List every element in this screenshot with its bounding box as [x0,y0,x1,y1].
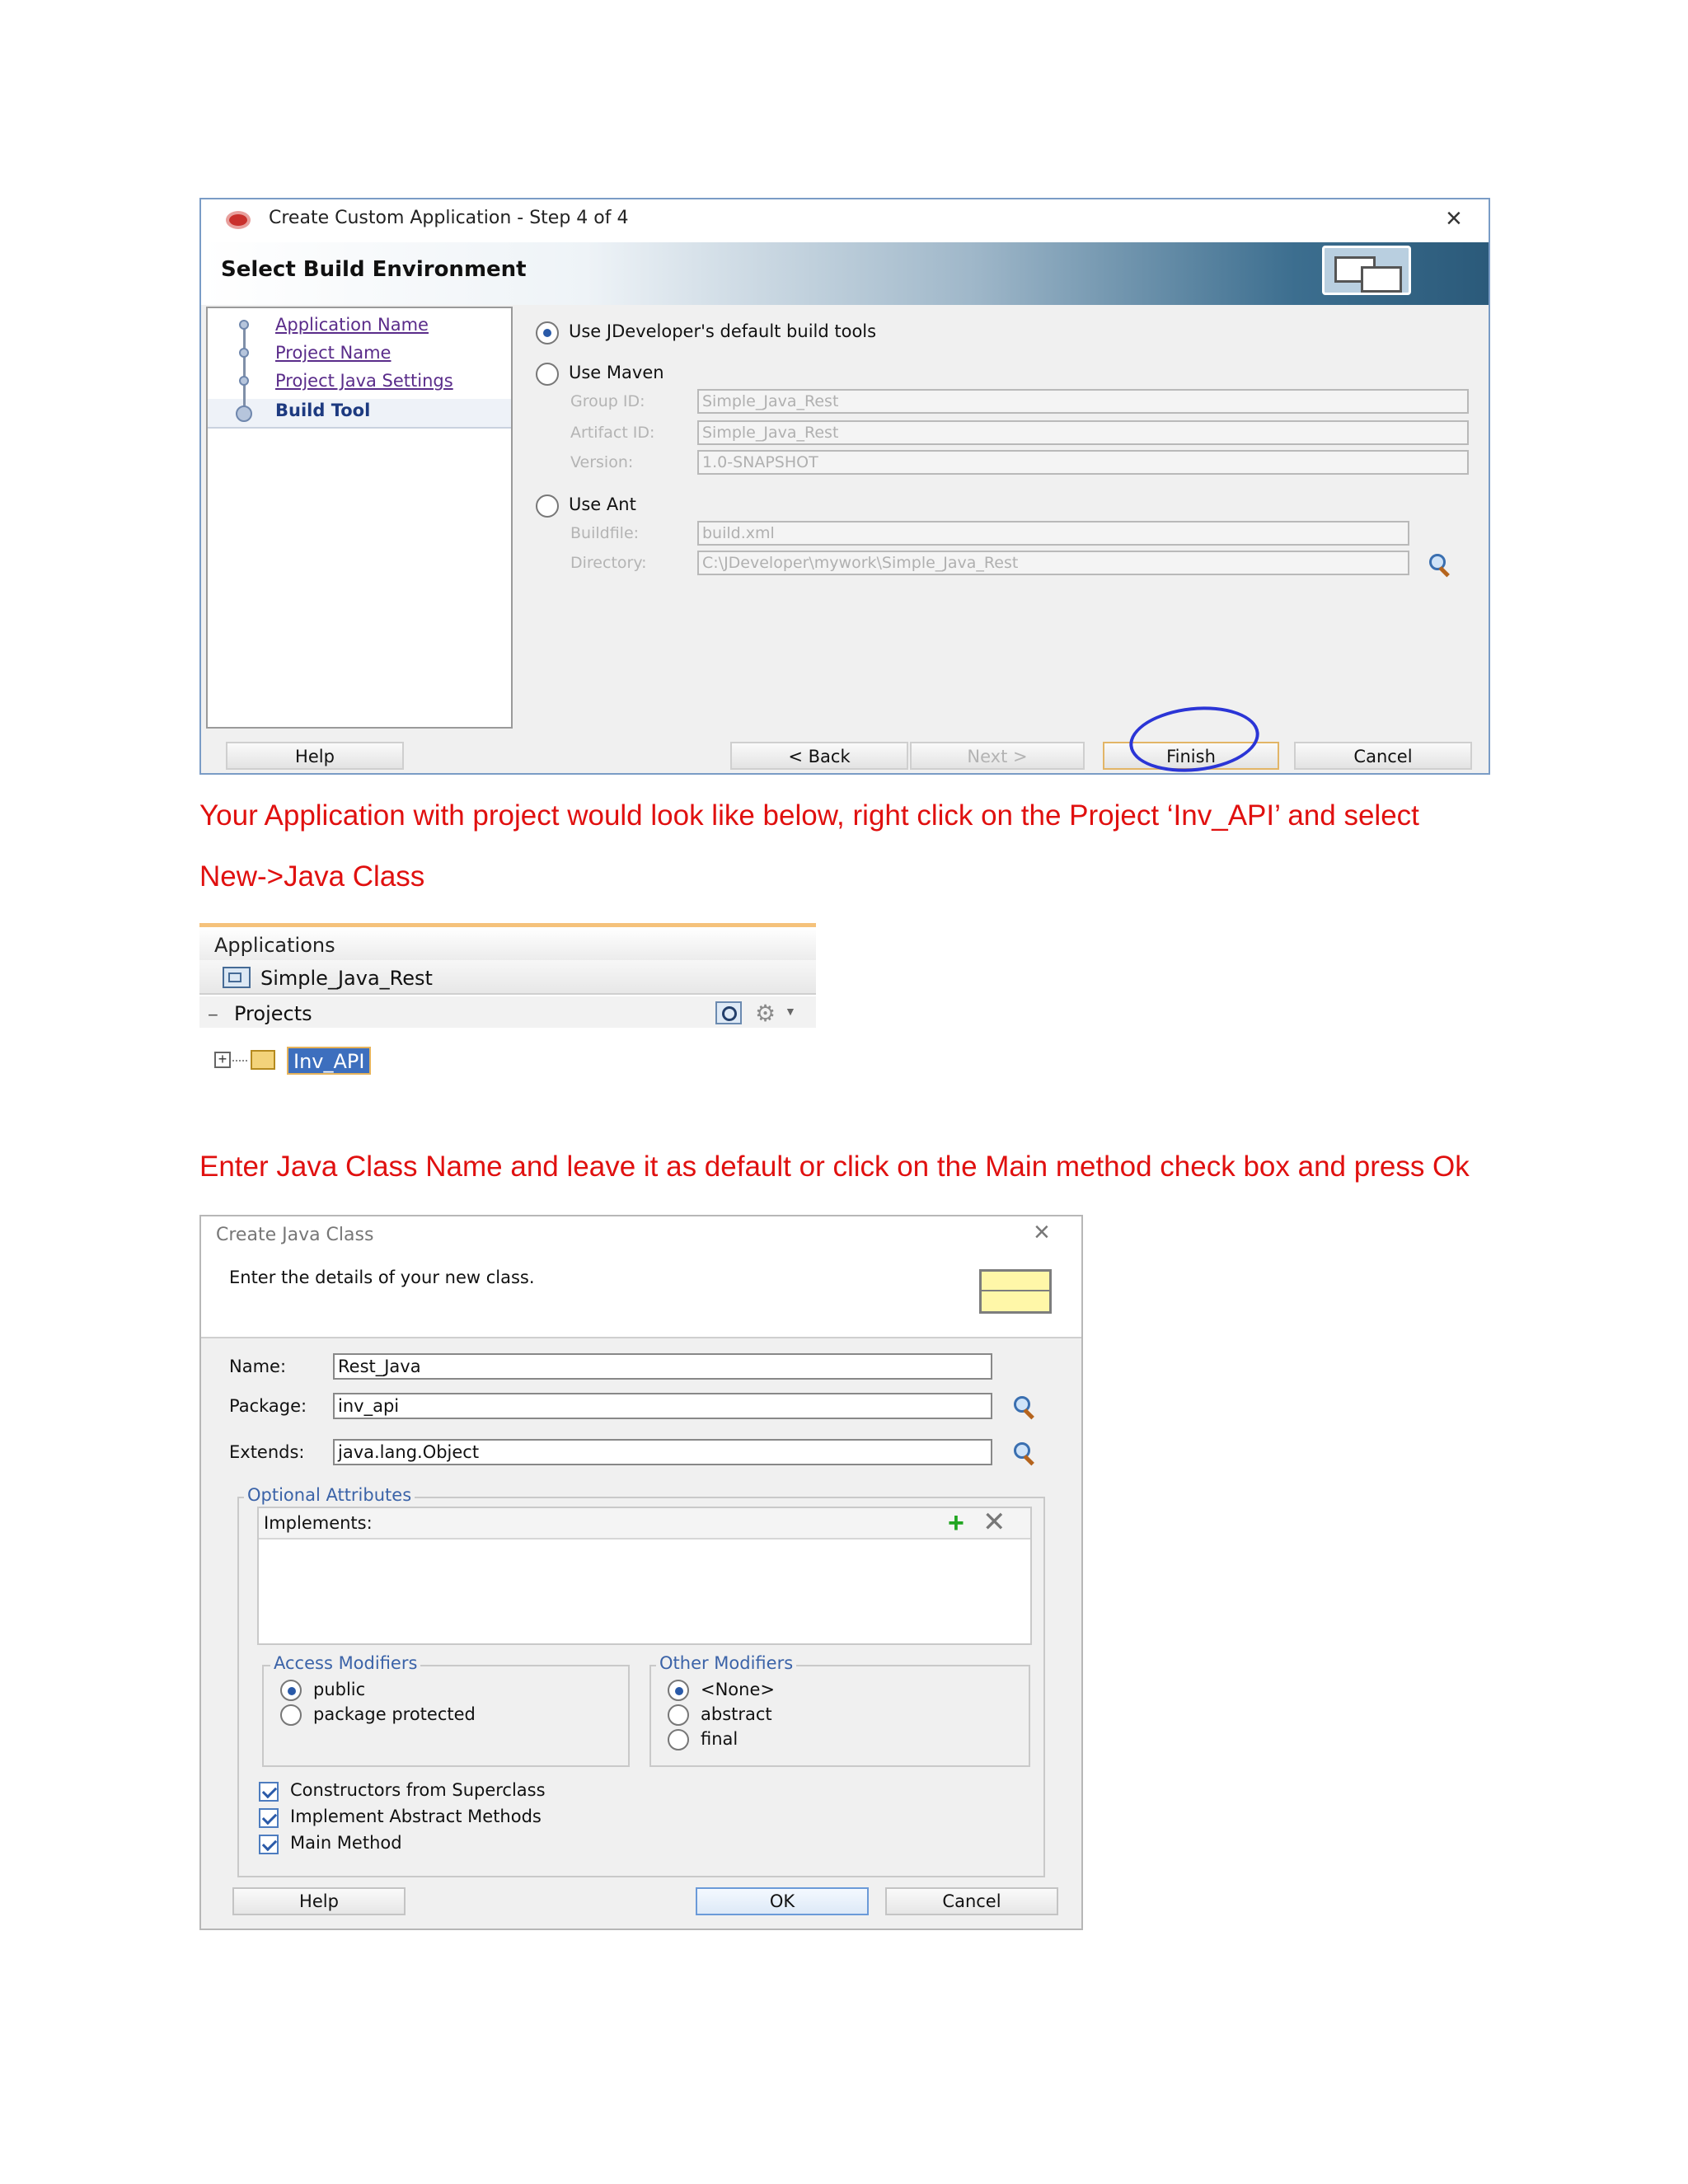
cancel-button[interactable]: Cancel [885,1887,1058,1915]
directory-field[interactable]: C:\JDeveloper\mywork\Simple_Java_Rest [697,551,1409,575]
project-inv-api[interactable]: Inv_API [287,1047,371,1075]
search-icon[interactable] [715,1001,742,1024]
jdeveloper-app-icon [226,211,251,229]
package-label: Package: [229,1396,307,1416]
optional-attributes-title: Optional Attributes [244,1485,415,1505]
remove-icon[interactable]: ✕ [982,1507,1006,1538]
buildfile-field[interactable]: build.xml [697,521,1409,546]
step-header: Select Build Environment [221,257,527,282]
nav-item-build-tool[interactable]: Build Tool [275,401,371,420]
nav-item-project-name[interactable]: Project Name [275,343,392,363]
class-name-input[interactable]: Rest_Java [333,1353,992,1380]
other-modifiers-title: Other Modifiers [656,1653,796,1673]
instruction-line-3: Enter Java Class Name and leave it as default or click on the Main method check box and press Ok [199,1151,1470,1183]
projects-section-header[interactable] [199,996,816,1028]
description-area [201,1253,1081,1338]
directory-label: Directory: [570,554,647,572]
version-label: Version: [570,453,634,471]
nav-item-project-java-settings[interactable]: Project Java Settings [275,371,453,391]
expand-icon[interactable]: + [214,1052,231,1068]
close-icon[interactable]: × [1446,203,1462,234]
artifact-id-label: Artifact ID: [570,424,655,442]
chevron-down-icon[interactable]: ▼ [785,1005,796,1018]
final-radio[interactable] [668,1729,689,1750]
tree-connector [232,1060,247,1062]
public-label: public [313,1680,366,1699]
buildfile-label: Buildfile: [570,524,640,542]
dialog-titlebar [201,199,1489,242]
dialog-description: Enter the details of your new class. [229,1268,535,1287]
access-modifiers-title: Access Modifiers [270,1653,420,1673]
projects-label: Projects [234,1002,312,1025]
applications-panel [199,923,816,1073]
package-input[interactable]: inv_api [333,1393,992,1419]
main-method-label: Main Method [290,1833,402,1853]
application-name: Simple_Java_Rest [260,967,433,990]
instruction-line-2: New->Java Class [199,860,425,893]
abstract-methods-label: Implement Abstract Methods [290,1807,542,1826]
default-build-tools-radio[interactable] [536,321,559,344]
name-label: Name: [229,1357,287,1376]
constructors-label: Constructors from Superclass [290,1780,546,1800]
main-method-checkbox[interactable] [259,1835,279,1854]
use-maven-radio[interactable] [536,363,559,386]
back-button[interactable]: < Back [730,742,908,770]
dialog-title: Create Custom Application - Step 4 of 4 [269,208,629,228]
implements-label: Implements: [264,1513,373,1533]
create-java-class-dialog [199,1215,1083,1930]
create-custom-application-dialog [199,198,1490,775]
application-icon [223,967,251,988]
help-button[interactable]: Help [232,1887,406,1915]
sync-icon[interactable]: ⚙ [755,1001,776,1026]
public-radio[interactable] [280,1680,302,1701]
project-folder-icon [251,1050,275,1070]
nav-item-application-name[interactable]: Application Name [275,315,429,335]
extends-label: Extends: [229,1442,305,1462]
implements-list[interactable] [257,1507,1032,1645]
constructors-checkbox[interactable] [259,1782,279,1802]
instruction-line-1: Your Application with project would look like below, right click on the Project ‘Inv_API’ and select [199,799,1419,832]
browse-directory-icon[interactable] [1429,554,1451,575]
step-marker [239,320,249,330]
group-id-label: Group ID: [570,392,645,410]
dialog-title: Create Java Class [216,1225,374,1245]
abstract-methods-checkbox[interactable] [259,1808,279,1828]
browse-package-icon[interactable] [1014,1396,1035,1418]
step-marker [239,348,249,358]
help-button[interactable]: Help [226,742,404,770]
current-step-marker [236,405,252,422]
applications-header [199,927,816,960]
final-label: final [701,1729,738,1749]
none-modifier-radio[interactable] [668,1680,689,1701]
wizard-steps-nav [206,307,513,729]
cancel-button[interactable]: Cancel [1294,742,1472,770]
package-protected-radio[interactable] [280,1704,302,1726]
dialog-header-banner [201,242,1489,305]
dialog-titlebar [201,1216,1081,1253]
artifact-id-field[interactable]: Simple_Java_Rest [697,420,1469,445]
applications-title: Applications [214,934,335,957]
use-ant-label: Use Ant [569,494,636,514]
use-ant-radio[interactable] [536,494,559,518]
next-button[interactable]: Next > [910,742,1085,770]
extends-input[interactable]: java.lang.Object [333,1439,992,1465]
implements-header [259,1508,1030,1540]
finish-button[interactable]: Finish [1103,742,1279,770]
step-marker [239,376,249,386]
java-class-icon [979,1269,1052,1314]
close-icon[interactable]: × [1034,1216,1050,1248]
abstract-label: abstract [701,1704,772,1724]
collapse-icon[interactable]: − [208,1005,218,1025]
version-field[interactable]: 1.0-SNAPSHOT [697,450,1469,475]
project-tree-row[interactable] [199,1045,529,1078]
ok-button[interactable]: OK [696,1887,869,1915]
group-id-field[interactable]: Simple_Java_Rest [697,389,1469,414]
none-modifier-label: <None> [701,1680,775,1699]
abstract-radio[interactable] [668,1704,689,1726]
add-icon[interactable]: + [948,1507,964,1539]
default-build-tools-label: Use JDeveloper's default build tools [569,321,877,341]
nav-connector [243,321,246,409]
package-protected-label: package protected [313,1704,476,1724]
build-environment-icon [1322,246,1411,295]
browse-extends-icon[interactable] [1014,1442,1035,1464]
application-selector[interactable] [199,960,816,995]
use-maven-label: Use Maven [569,363,664,382]
